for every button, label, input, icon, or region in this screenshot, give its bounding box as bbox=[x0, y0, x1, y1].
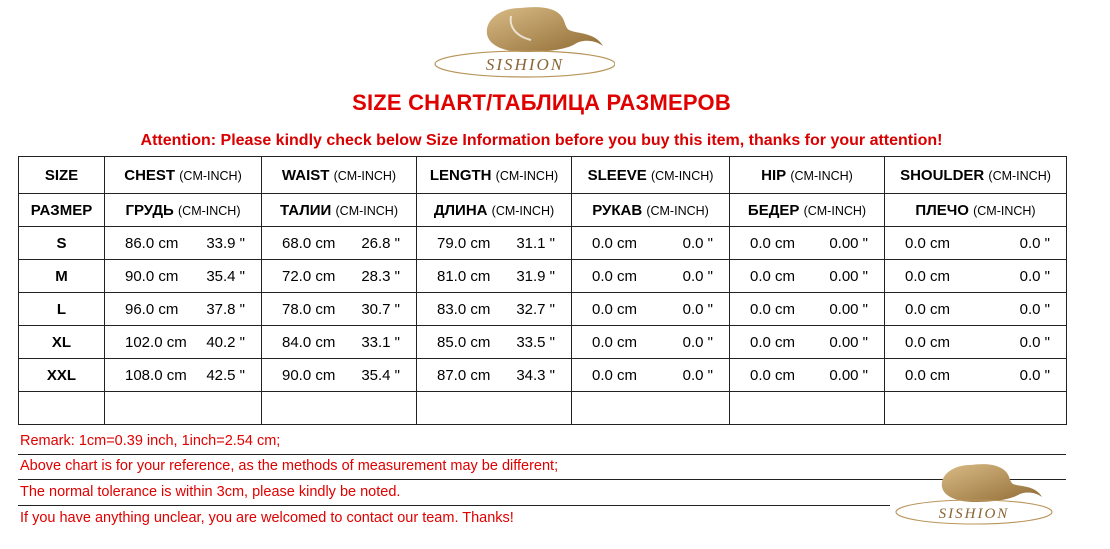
value-cm: 90.0 cm bbox=[125, 267, 179, 285]
measurement-cell bbox=[417, 359, 572, 392]
value-inch: 0.0 " bbox=[682, 234, 713, 252]
size-label-cell: M bbox=[19, 260, 105, 293]
measurement-cell bbox=[105, 326, 262, 359]
empty-cell bbox=[885, 392, 1067, 425]
remark-line: If you have anything unclear, you are welcomed to contact our team. Thanks! bbox=[20, 510, 514, 526]
column-header bbox=[262, 157, 417, 194]
brand-logo-top bbox=[425, 2, 615, 84]
column-header-unit: (CM-INCH) bbox=[491, 203, 555, 218]
column-header-label: SIZE bbox=[44, 166, 79, 184]
value-cm: 0.0 cm bbox=[905, 267, 951, 285]
measurement-cell bbox=[262, 326, 417, 359]
value-inch: 40.2 " bbox=[206, 333, 245, 351]
value-cm: 68.0 cm bbox=[282, 234, 336, 252]
measurement-cell bbox=[262, 227, 417, 260]
measurement-cell bbox=[417, 326, 572, 359]
column-header-unit: (CM-INCH) bbox=[988, 168, 1051, 183]
value-inch: 31.1 " bbox=[516, 234, 555, 252]
column-header bbox=[885, 194, 1067, 227]
column-header bbox=[730, 157, 885, 194]
column-header-label: ГРУДЬ bbox=[125, 201, 174, 219]
column-header-unit: (CM-INCH) bbox=[335, 203, 398, 218]
page-title: SIZE CHART/ТАБЛИЦА РАЗМЕРОВ bbox=[352, 90, 731, 115]
value-inch: 0.00 " bbox=[829, 333, 868, 351]
value-cm: 0.0 cm bbox=[750, 234, 796, 252]
measurement-cell bbox=[885, 260, 1067, 293]
value-cm: 0.0 cm bbox=[592, 300, 638, 318]
value-inch: 37.8 " bbox=[206, 300, 245, 318]
column-header-label: WAIST bbox=[281, 166, 330, 184]
empty-cell bbox=[105, 392, 262, 425]
measurement-cell bbox=[417, 293, 572, 326]
measurement-cell bbox=[262, 260, 417, 293]
table-header-row bbox=[19, 194, 1067, 227]
value-inch: 0.0 " bbox=[1019, 267, 1050, 285]
measurement-cell bbox=[572, 227, 730, 260]
value-cm: 81.0 cm bbox=[437, 267, 491, 285]
column-header bbox=[572, 194, 730, 227]
remark-line: The normal tolerance is within 3cm, please kindly be noted. bbox=[18, 481, 890, 506]
size-chart-table bbox=[18, 156, 1067, 425]
value-inch: 35.4 " bbox=[206, 267, 245, 285]
measurement-cell bbox=[730, 326, 885, 359]
value-inch: 0.0 " bbox=[682, 333, 713, 351]
value-cm: 78.0 cm bbox=[282, 300, 336, 318]
column-header-unit: (CM-INCH) bbox=[803, 203, 867, 218]
column-header bbox=[730, 194, 885, 227]
value-cm: 83.0 cm bbox=[437, 300, 491, 318]
value-inch: 34.3 " bbox=[516, 366, 555, 384]
column-header-unit: (CM-INCH) bbox=[495, 168, 559, 183]
value-cm: 72.0 cm bbox=[282, 267, 336, 285]
column-header-unit: (CM-INCH) bbox=[973, 203, 1036, 218]
value-inch: 42.5 " bbox=[206, 366, 245, 384]
table-row bbox=[19, 260, 1067, 293]
column-header bbox=[105, 194, 262, 227]
value-inch: 0.0 " bbox=[682, 267, 713, 285]
value-inch: 0.00 " bbox=[829, 267, 868, 285]
measurement-cell bbox=[262, 293, 417, 326]
column-header bbox=[417, 194, 572, 227]
value-inch: 32.7 " bbox=[516, 300, 555, 318]
value-cm: 0.0 cm bbox=[905, 366, 951, 384]
value-inch: 0.0 " bbox=[1019, 333, 1050, 351]
table-row bbox=[19, 326, 1067, 359]
column-header bbox=[885, 157, 1067, 194]
measurement-cell bbox=[572, 326, 730, 359]
table-header-row bbox=[19, 157, 1067, 194]
brand-logo-bottom bbox=[888, 460, 1053, 530]
table-row bbox=[19, 359, 1067, 392]
size-label-cell: L bbox=[19, 293, 105, 326]
value-cm: 84.0 cm bbox=[282, 333, 336, 351]
column-header-unit: (CM-INCH) bbox=[179, 168, 242, 183]
value-cm: 0.0 cm bbox=[905, 300, 951, 318]
value-cm: 0.0 cm bbox=[905, 234, 951, 252]
value-cm: 87.0 cm bbox=[437, 366, 491, 384]
value-inch: 26.8 " bbox=[361, 234, 400, 252]
value-cm: 90.0 cm bbox=[282, 366, 336, 384]
column-header-label: HIP bbox=[761, 166, 787, 184]
column-header-label: ТАЛИИ bbox=[280, 201, 332, 219]
value-cm: 86.0 cm bbox=[125, 234, 179, 252]
table-row-empty bbox=[19, 392, 1067, 425]
value-inch: 0.0 " bbox=[1019, 366, 1050, 384]
measurement-cell bbox=[417, 260, 572, 293]
value-cm: 0.0 cm bbox=[592, 366, 638, 384]
value-inch: 0.00 " bbox=[829, 234, 868, 252]
column-header-label: SLEEVE bbox=[587, 166, 647, 184]
measurement-cell bbox=[885, 227, 1067, 260]
hair-silhouette-icon bbox=[888, 460, 1053, 530]
size-label-cell: XL bbox=[19, 326, 105, 359]
value-inch: 0.0 " bbox=[1019, 234, 1050, 252]
column-header-label: SHOULDER bbox=[900, 166, 985, 184]
value-cm: 0.0 cm bbox=[750, 267, 796, 285]
measurement-cell bbox=[417, 227, 572, 260]
measurement-cell bbox=[885, 359, 1067, 392]
value-cm: 108.0 cm bbox=[125, 366, 187, 384]
column-header bbox=[417, 157, 572, 194]
remark-line: Remark: 1cm=0.39 inch, 1inch=2.54 cm; bbox=[18, 430, 1066, 455]
measurement-cell bbox=[730, 227, 885, 260]
column-header bbox=[572, 157, 730, 194]
value-inch: 33.9 " bbox=[206, 234, 245, 252]
value-cm: 0.0 cm bbox=[592, 234, 638, 252]
measurement-cell bbox=[730, 293, 885, 326]
measurement-cell bbox=[572, 359, 730, 392]
column-header bbox=[19, 157, 105, 194]
value-cm: 0.0 cm bbox=[592, 267, 638, 285]
column-header bbox=[105, 157, 262, 194]
value-cm: 96.0 cm bbox=[125, 300, 179, 318]
value-cm: 0.0 cm bbox=[905, 333, 951, 351]
value-inch: 31.9 " bbox=[516, 267, 555, 285]
value-cm: 102.0 cm bbox=[125, 333, 187, 351]
value-inch: 35.4 " bbox=[361, 366, 400, 384]
column-header-label: CHEST bbox=[124, 166, 176, 184]
empty-cell bbox=[572, 392, 730, 425]
table-row bbox=[19, 227, 1067, 260]
value-cm: 85.0 cm bbox=[437, 333, 491, 351]
value-cm: 79.0 cm bbox=[437, 234, 491, 252]
value-inch: 0.00 " bbox=[829, 300, 868, 318]
value-inch: 33.1 " bbox=[361, 333, 400, 351]
column-header-label: РАЗМЕР bbox=[30, 201, 93, 219]
column-header-unit: (CM-INCH) bbox=[790, 168, 853, 183]
column-header-label: БЕДЕР bbox=[747, 201, 800, 219]
empty-cell bbox=[262, 392, 417, 425]
column-header-label: LENGTH bbox=[429, 166, 492, 184]
value-inch: 0.0 " bbox=[682, 366, 713, 384]
remark-line: Above chart is for your reference, as the methods of measurement may be different; bbox=[18, 455, 1066, 480]
column-header-label: ДЛИНА bbox=[433, 201, 488, 219]
column-header-label: РУКАВ bbox=[592, 201, 643, 219]
value-inch: 0.0 " bbox=[682, 300, 713, 318]
value-inch: 0.00 " bbox=[829, 366, 868, 384]
column-header bbox=[262, 194, 417, 227]
table-row bbox=[19, 293, 1067, 326]
value-cm: 0.0 cm bbox=[750, 366, 796, 384]
column-header-unit: (CM-INCH) bbox=[178, 203, 241, 218]
measurement-cell bbox=[572, 293, 730, 326]
svg-text:SISHION: SISHION bbox=[485, 55, 565, 74]
svg-text:SISHION: SISHION bbox=[938, 506, 1010, 522]
hair-silhouette-icon bbox=[425, 2, 615, 84]
value-inch: 33.5 " bbox=[516, 333, 555, 351]
value-inch: 28.3 " bbox=[361, 267, 400, 285]
empty-cell bbox=[19, 392, 105, 425]
empty-cell bbox=[730, 392, 885, 425]
value-inch: 30.7 " bbox=[361, 300, 400, 318]
value-inch: 0.0 " bbox=[1019, 300, 1050, 318]
column-header-unit: (CM-INCH) bbox=[650, 168, 714, 183]
measurement-cell bbox=[885, 293, 1067, 326]
measurement-cell bbox=[105, 260, 262, 293]
measurement-cell bbox=[730, 260, 885, 293]
measurement-cell bbox=[730, 359, 885, 392]
value-cm: 0.0 cm bbox=[750, 333, 796, 351]
measurement-cell bbox=[572, 260, 730, 293]
empty-cell bbox=[417, 392, 572, 425]
column-header-unit: (CM-INCH) bbox=[333, 168, 397, 183]
measurement-cell bbox=[105, 293, 262, 326]
attention-notice: Attention: Please kindly check below Size Information before you buy this item, thanks for your attention! bbox=[140, 132, 943, 149]
measurement-cell bbox=[885, 326, 1067, 359]
column-header-label: ПЛЕЧО bbox=[915, 201, 969, 219]
measurement-cell bbox=[105, 359, 262, 392]
column-header bbox=[19, 194, 105, 227]
column-header-unit: (CM-INCH) bbox=[646, 203, 709, 218]
value-cm: 0.0 cm bbox=[750, 300, 796, 318]
value-cm: 0.0 cm bbox=[592, 333, 638, 351]
measurement-cell bbox=[105, 227, 262, 260]
size-label-cell: S bbox=[19, 227, 105, 260]
size-label-cell: XXL bbox=[19, 359, 105, 392]
measurement-cell bbox=[262, 359, 417, 392]
